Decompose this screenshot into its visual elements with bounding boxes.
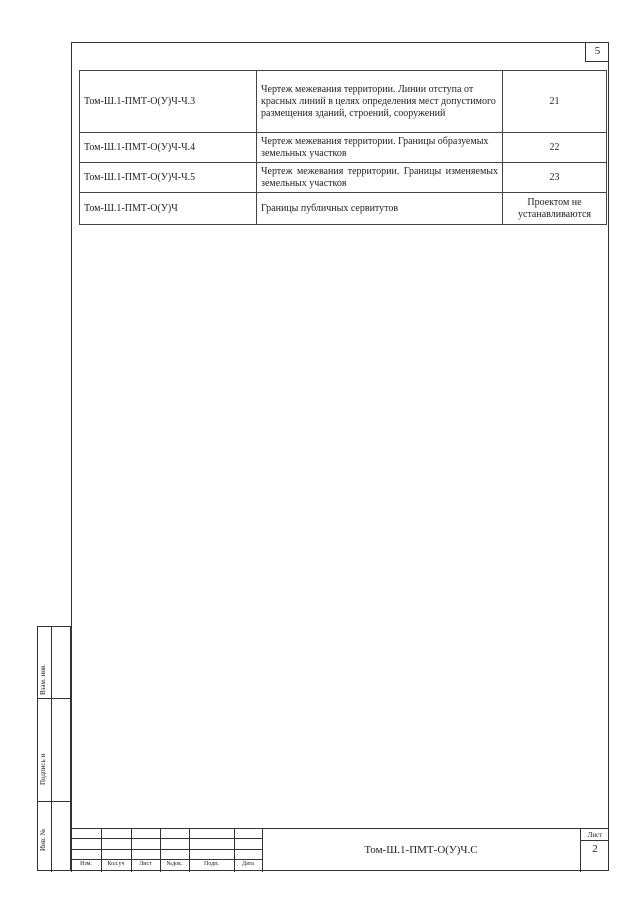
table-row	[80, 133, 607, 163]
side-label-inventory: Инв. №	[39, 828, 47, 851]
side-label-replacement: Взам. инв.	[39, 663, 47, 695]
doc-code-cell: Том-Ш.1-ПМТ-О(У)Ч-Ч.4	[80, 133, 257, 163]
doc-page-cell: 22	[503, 133, 607, 163]
column-label-count: Кол.уч	[107, 861, 125, 867]
doc-title-cell: Чертеж межевания территории. Границы образуемых земельных участков	[257, 133, 503, 163]
side-stamp	[37, 626, 71, 871]
document-code: Том-Ш.1-ПМТ-О(У)Ч.С	[364, 844, 478, 856]
doc-title-cell: Чертеж межевания территории. Границы изменяемых земельных участков	[257, 163, 503, 193]
doc-title-cell: Границы публичных сервитутов	[257, 193, 503, 225]
sheet-box	[580, 829, 609, 872]
column-label-signature: Подп.	[204, 861, 219, 867]
doc-page-cell: 21	[503, 71, 607, 133]
sheet-label: Лист	[581, 830, 609, 841]
doc-title-cell: Чертеж межевания территории. Линии отступа от красных линий в целях определения мест допустимого размещения зданий, строений, сооружений	[257, 71, 503, 133]
page-number-top: 5	[585, 42, 609, 62]
doc-page-cell: 23	[503, 163, 607, 193]
contents-table	[79, 70, 607, 225]
column-label-date: Дата	[242, 861, 254, 867]
table-row	[80, 163, 607, 193]
doc-code-cell: Том-Ш.1-ПМТ-О(У)Ч-Ч.5	[80, 163, 257, 193]
side-stamp-cell	[38, 699, 72, 802]
table-row	[80, 71, 607, 133]
doc-code-cell: Том-Ш.1-ПМТ-О(У)Ч	[80, 193, 257, 225]
column-label-doc-number: №док.	[166, 861, 183, 867]
column-label-change: Изм.	[80, 861, 92, 867]
table-row	[80, 193, 607, 225]
doc-page-cell: Проектом не устанавливаются	[503, 193, 607, 225]
column-label-sheet: Лист	[139, 861, 152, 867]
sheet-number: 2	[592, 843, 598, 855]
doc-code-cell: Том-Ш.1-ПМТ-О(У)Ч-Ч.3	[80, 71, 257, 133]
title-block	[71, 828, 609, 871]
side-label-signature: Подпись и	[39, 753, 47, 785]
